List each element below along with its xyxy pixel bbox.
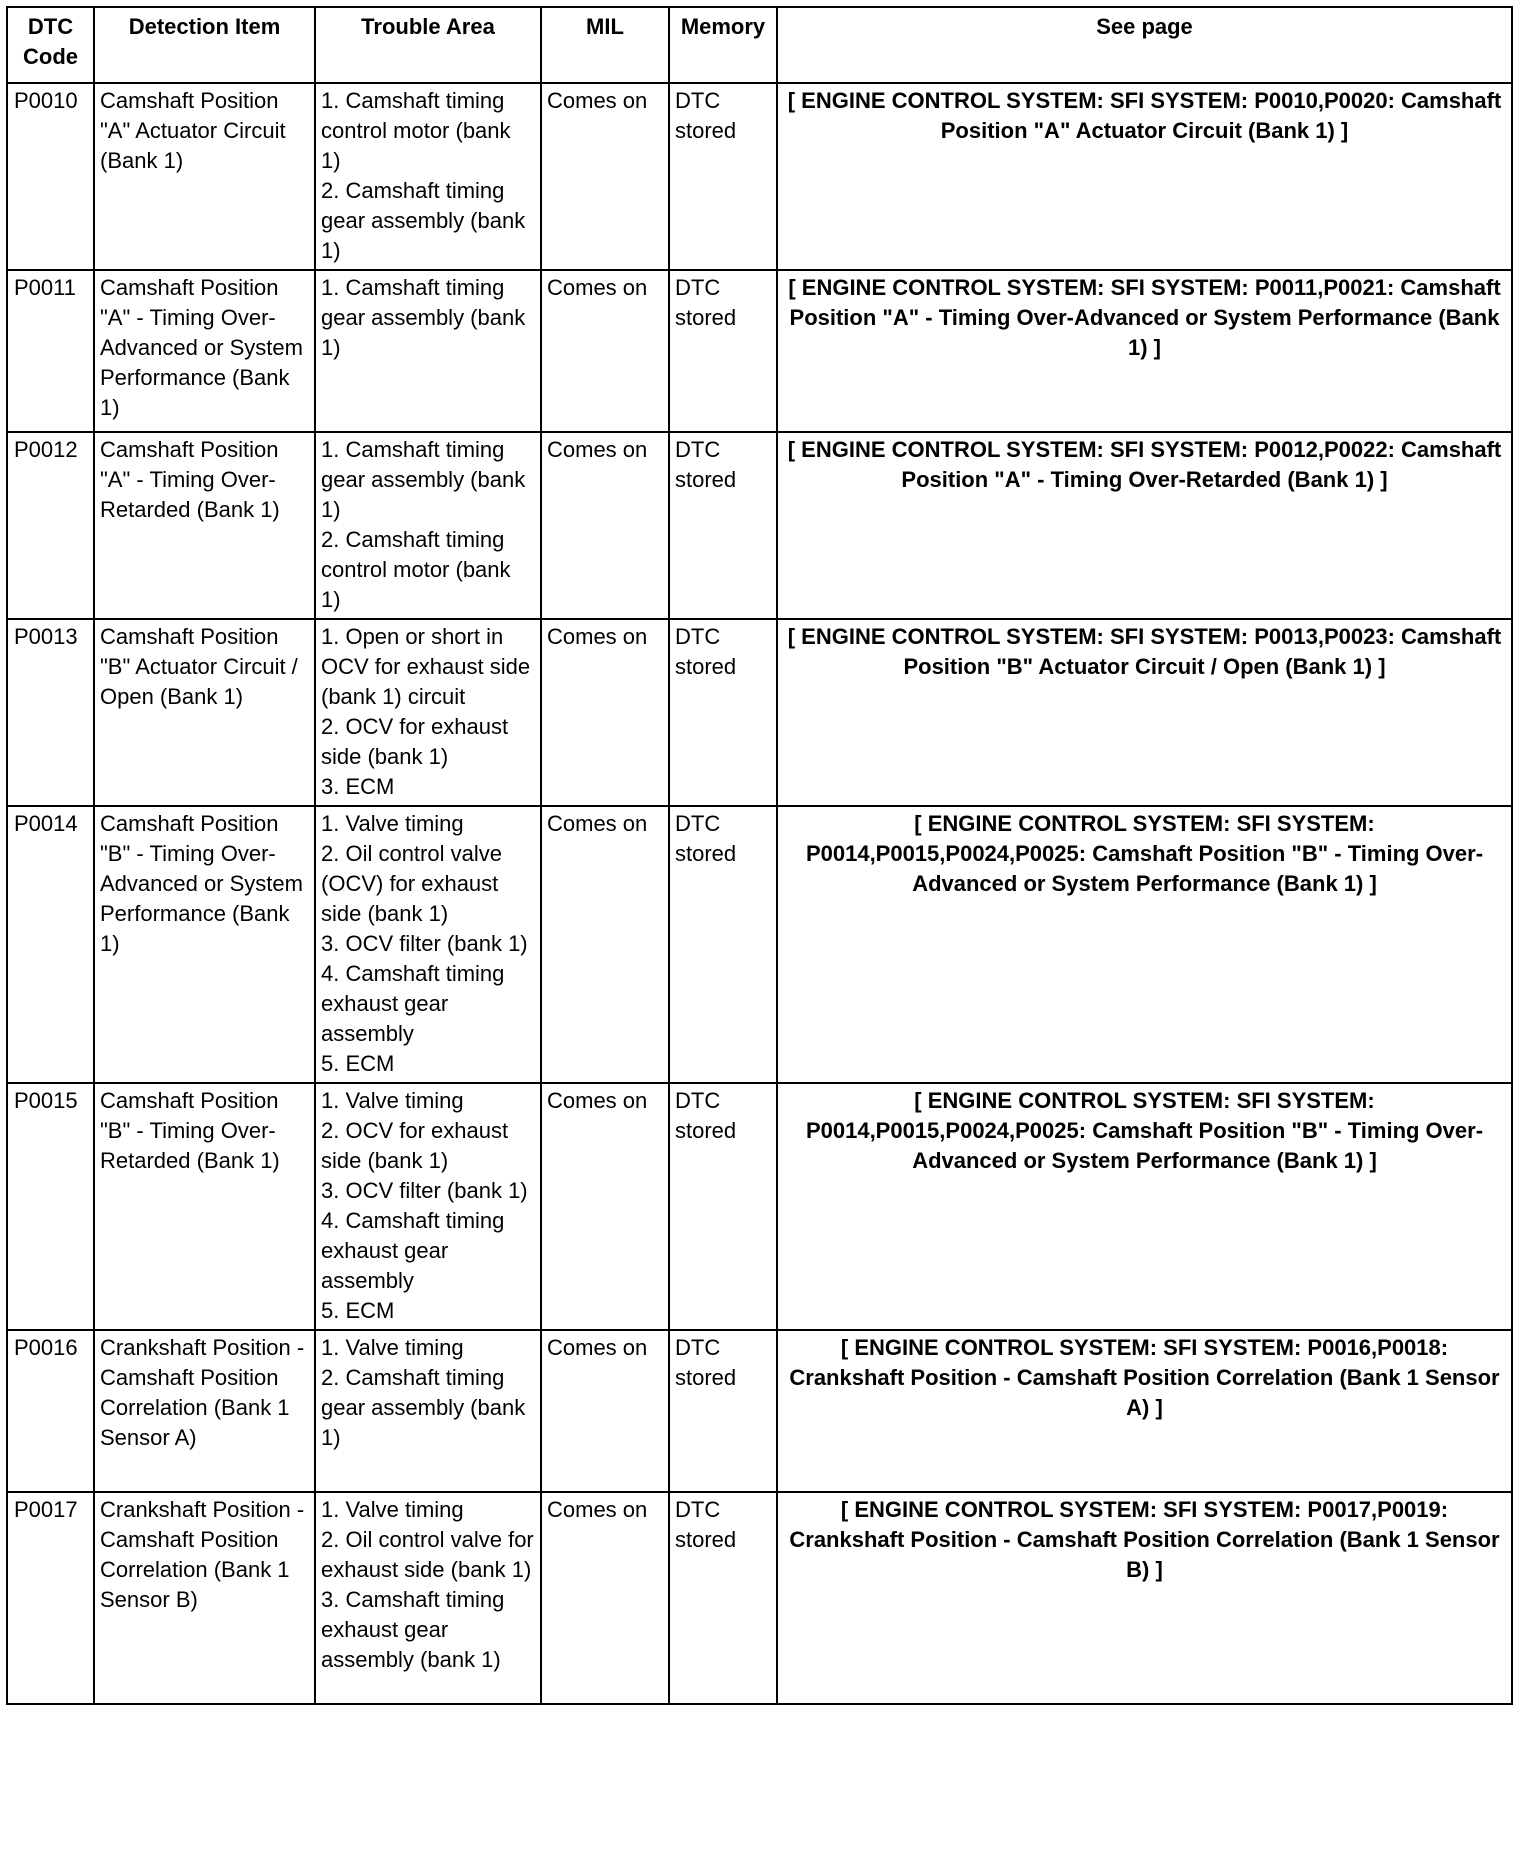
mil-cell: Comes on [541,1330,669,1492]
table-row [7,1492,1512,1704]
trouble-area-item: 1. Valve timing [321,811,464,836]
trouble-area-item: 3. OCV filter (bank 1) [321,931,528,956]
trouble-area-item: 1. Camshaft timing gear assembly (bank 1) [321,275,526,360]
table-row [7,432,1512,619]
detection-item-cell: Camshaft Position "B" - Timing Over-Advanced or System Performance (Bank 1) [94,806,315,1083]
dtc-code-cell: P0015 [7,1083,94,1330]
see-page-link[interactable]: [ ENGINE CONTROL SYSTEM: SFI SYSTEM: P0017,P0019: Crankshaft Position - Camshaft Position Correlation (Bank 1 Sensor B) ] [777,1492,1512,1704]
table-row [7,83,1512,270]
trouble-area-cell [315,1330,541,1492]
mil-cell: Comes on [541,619,669,806]
dtc-code-cell: P0012 [7,432,94,619]
header-dtc-code-line2: Code [23,44,78,69]
header-row [7,7,1512,83]
trouble-area-item: 1. Valve timing [321,1088,464,1113]
detection-item-cell: Camshaft Position "B" - Timing Over-Retarded (Bank 1) [94,1083,315,1330]
mil-cell: Comes on [541,270,669,432]
see-page-link[interactable]: [ ENGINE CONTROL SYSTEM: SFI SYSTEM: P0012,P0022: Camshaft Position "A" - Timing Over-Retarded (Bank 1) ] [777,432,1512,619]
trouble-area-item: 2. OCV for exhaust side (bank 1) [321,714,509,769]
trouble-area-item: 5. ECM [321,1051,395,1076]
detection-item-cell: Camshaft Position "A" - Timing Over-Retarded (Bank 1) [94,432,315,619]
trouble-area-item: 2. Camshaft timing gear assembly (bank 1) [321,178,526,263]
trouble-area-item: 2. Oil control valve (OCV) for exhaust side (bank 1) [321,841,502,926]
detection-item-cell: Crankshaft Position - Camshaft Position Correlation (Bank 1 Sensor B) [94,1492,315,1704]
dtc-code-cell: P0014 [7,806,94,1083]
table-row [7,270,1512,432]
detection-item-cell: Camshaft Position "A" Actuator Circuit (Bank 1) [94,83,315,270]
memory-cell: DTC stored [669,432,777,619]
detection-item-cell: Camshaft Position "A" - Timing Over-Advanced or System Performance (Bank 1) [94,270,315,432]
memory-cell: DTC stored [669,1330,777,1492]
trouble-area-item: 4. Camshaft timing exhaust gear assembly [321,1208,505,1293]
dtc-code-cell: P0010 [7,83,94,270]
mil-cell: Comes on [541,1492,669,1704]
trouble-area-cell [315,806,541,1083]
header-see-page: See page [777,7,1512,83]
detection-item-cell: Crankshaft Position - Camshaft Position Correlation (Bank 1 Sensor A) [94,1330,315,1492]
trouble-area-cell [315,1083,541,1330]
trouble-area-item: 3. OCV filter (bank 1) [321,1178,528,1203]
trouble-area-item: 2. Camshaft timing control motor (bank 1) [321,527,511,612]
trouble-area-cell [315,270,541,432]
memory-cell: DTC stored [669,806,777,1083]
detection-item-cell: Camshaft Position "B" Actuator Circuit / Open (Bank 1) [94,619,315,806]
trouble-area-item: 4. Camshaft timing exhaust gear assembly [321,961,505,1046]
dtc-code-cell: P0017 [7,1492,94,1704]
trouble-area-cell [315,1492,541,1704]
dtc-code-cell: P0013 [7,619,94,806]
trouble-area-item: 5. ECM [321,1298,395,1323]
memory-cell: DTC stored [669,1492,777,1704]
dtc-code-cell: P0011 [7,270,94,432]
see-page-link[interactable]: [ ENGINE CONTROL SYSTEM: SFI SYSTEM: P0010,P0020: Camshaft Position "A" Actuator Circuit (Bank 1) ] [777,83,1512,270]
trouble-area-item: 2. Camshaft timing gear assembly (bank 1) [321,1365,526,1450]
mil-cell: Comes on [541,432,669,619]
header-dtc-code-line1: DTC [27,14,74,39]
trouble-area-cell [315,432,541,619]
trouble-area-item: 1. Valve timing [321,1335,464,1360]
trouble-area-item: 2. OCV for exhaust side (bank 1) [321,1118,509,1173]
see-page-link[interactable]: [ ENGINE CONTROL SYSTEM: SFI SYSTEM: P0016,P0018: Crankshaft Position - Camshaft Position Correlation (Bank 1 Sensor A) ] [777,1330,1512,1492]
trouble-area-item: 2. Oil control valve for exhaust side (bank 1) [321,1527,534,1582]
header-mil: MIL [541,7,669,83]
trouble-area-item: 1. Open or short in OCV for exhaust side (bank 1) circuit [321,624,531,709]
trouble-area-item: 1. Camshaft timing gear assembly (bank 1) [321,437,526,522]
table-row [7,619,1512,806]
trouble-area-item: 3. Camshaft timing exhaust gear assembly (bank 1) [321,1587,505,1672]
dtc-code-cell: P0016 [7,1330,94,1492]
table-row [7,1083,1512,1330]
header-memory: Memory [669,7,777,83]
header-trouble-area: Trouble Area [315,7,541,83]
header-dtc-code [7,7,94,83]
memory-cell: DTC stored [669,619,777,806]
trouble-area-item: 1. Valve timing [321,1497,464,1522]
mil-cell: Comes on [541,83,669,270]
trouble-area-item: 3. ECM [321,774,395,799]
see-page-link[interactable]: [ ENGINE CONTROL SYSTEM: SFI SYSTEM: P0014,P0015,P0024,P0025: Camshaft Position "B" - Timing Over-Advanced or System Performance (Bank 1) ] [777,806,1512,1083]
see-page-link[interactable]: [ ENGINE CONTROL SYSTEM: SFI SYSTEM: P0011,P0021: Camshaft Position "A" - Timing Over-Advanced or System Performance (Bank 1) ] [777,270,1512,432]
trouble-area-item: 1. Camshaft timing control motor (bank 1) [321,88,511,173]
see-page-link[interactable]: [ ENGINE CONTROL SYSTEM: SFI SYSTEM: P0013,P0023: Camshaft Position "B" Actuator Circuit / Open (Bank 1) ] [777,619,1512,806]
memory-cell: DTC stored [669,1083,777,1330]
header-detection-item: Detection Item [94,7,315,83]
mil-cell: Comes on [541,1083,669,1330]
see-page-link[interactable]: [ ENGINE CONTROL SYSTEM: SFI SYSTEM: P0014,P0015,P0024,P0025: Camshaft Position "B" - Timing Over-Advanced or System Performance (Bank 1) ] [777,1083,1512,1330]
memory-cell: DTC stored [669,270,777,432]
trouble-area-cell [315,619,541,806]
memory-cell: DTC stored [669,83,777,270]
table-row [7,1330,1512,1492]
trouble-area-cell [315,83,541,270]
dtc-table [6,6,1513,1705]
table-row [7,806,1512,1083]
mil-cell: Comes on [541,806,669,1083]
